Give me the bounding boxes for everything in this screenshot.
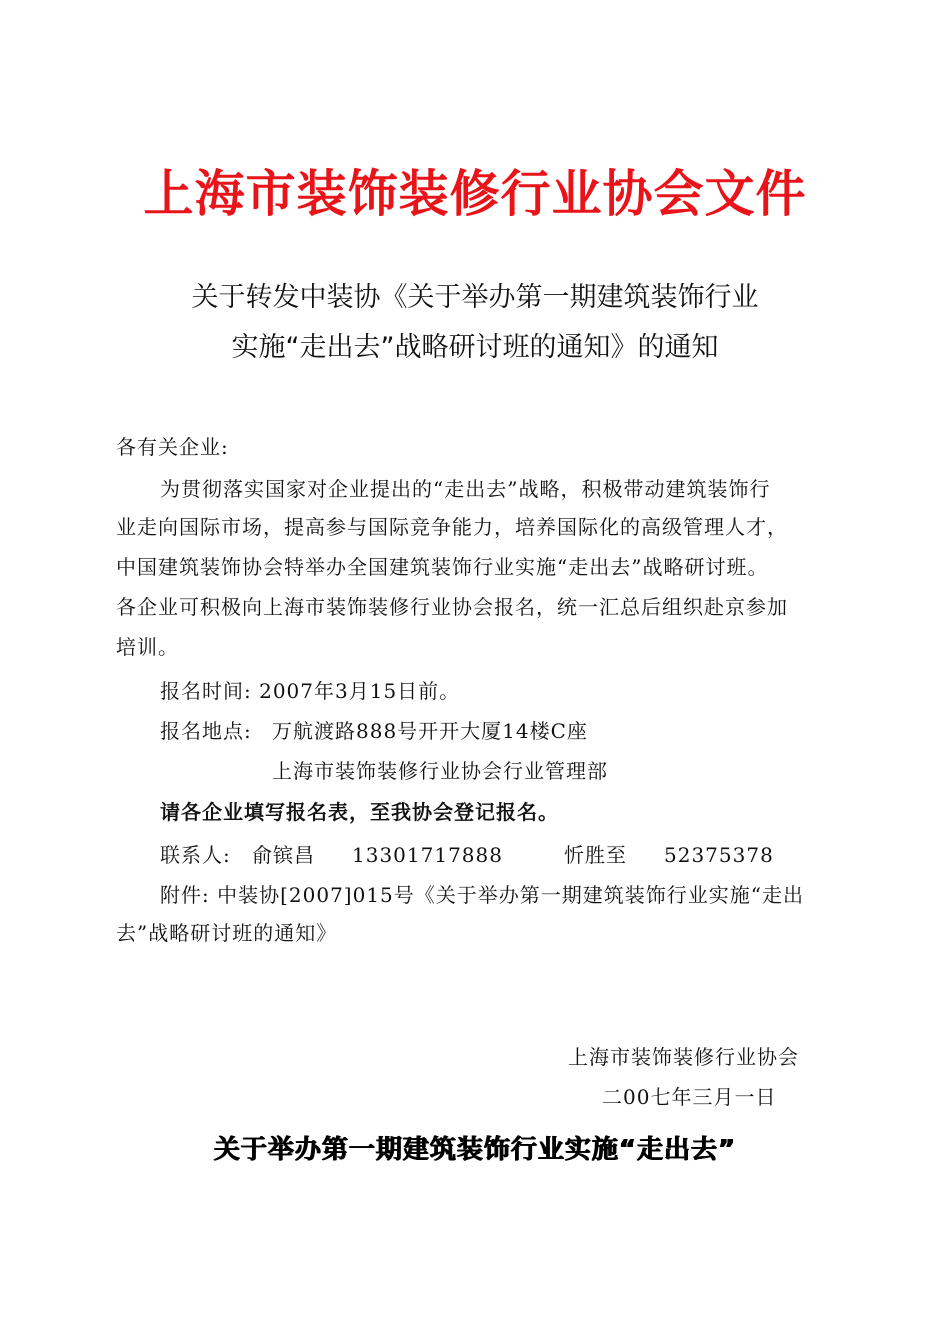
registration-notice (160, 797, 559, 827)
signup-place-label: 报名地点: (160, 719, 252, 743)
contact-1-phone: 13301717888 (352, 843, 503, 867)
registration-notice-text: 请各企业填写报名表，至我协会登记报名 (160, 800, 538, 824)
paragraph-line: 各企业可积极向上海市装饰装修行业协会报名，统一汇总后组织赴京参加 (116, 595, 788, 619)
contact-1-name: 俞镔昌 (252, 843, 315, 867)
paragraph-line: 中国建筑装饰协会特举办全国建筑装饰行业实施“走出去”战略研讨班。 (116, 555, 769, 579)
attachment-line-1: 附件: 中装协[2007]015号《关于举办第一期建筑装饰行业实施“走出 (160, 883, 804, 907)
contact-label: 联系人: (160, 843, 231, 867)
document-subtitle-line-2: 实施“走出去”战略研讨班的通知》的通知 (231, 332, 719, 363)
document-subtitle-line-1: 关于转发中装协《关于举办第一期建筑装饰行业 (191, 282, 759, 313)
document-header-title: 上海市装饰装修行业协会文件 (143, 165, 807, 223)
signature-date: 二00七年三月一日 (602, 1085, 777, 1109)
signup-time: 报名时间: 2007年3月15日前。 (160, 679, 461, 703)
signup-place-line-2: 上海市装饰装修行业协会行业管理部 (272, 759, 608, 783)
contact-2-phone: 52375378 (664, 843, 774, 867)
attachment-title: 关于举办第一期建筑装饰行业实施“走出去” (213, 1135, 737, 1165)
salutation: 各有关企业: (116, 435, 229, 459)
paragraph-line: 培训。 (116, 635, 179, 659)
paragraph-line: 业走向国际市场，提高参与国际竞争能力，培养国际化的高级管理人才， (116, 515, 788, 539)
attachment-line-2: 去”战略研讨班的通知》 (116, 921, 338, 945)
paragraph-line: 为贯彻落实国家对企业提出的“走出去”战略，积极带动建筑装饰行 (160, 477, 771, 501)
registration-notice-period: 。 (538, 800, 559, 824)
contact-2-name: 忻胜至 (564, 843, 627, 867)
signup-place-line-1: 万航渡路888号开开大厦14楼C座 (272, 719, 588, 743)
signature-organization: 上海市装饰装修行业协会 (568, 1045, 799, 1069)
